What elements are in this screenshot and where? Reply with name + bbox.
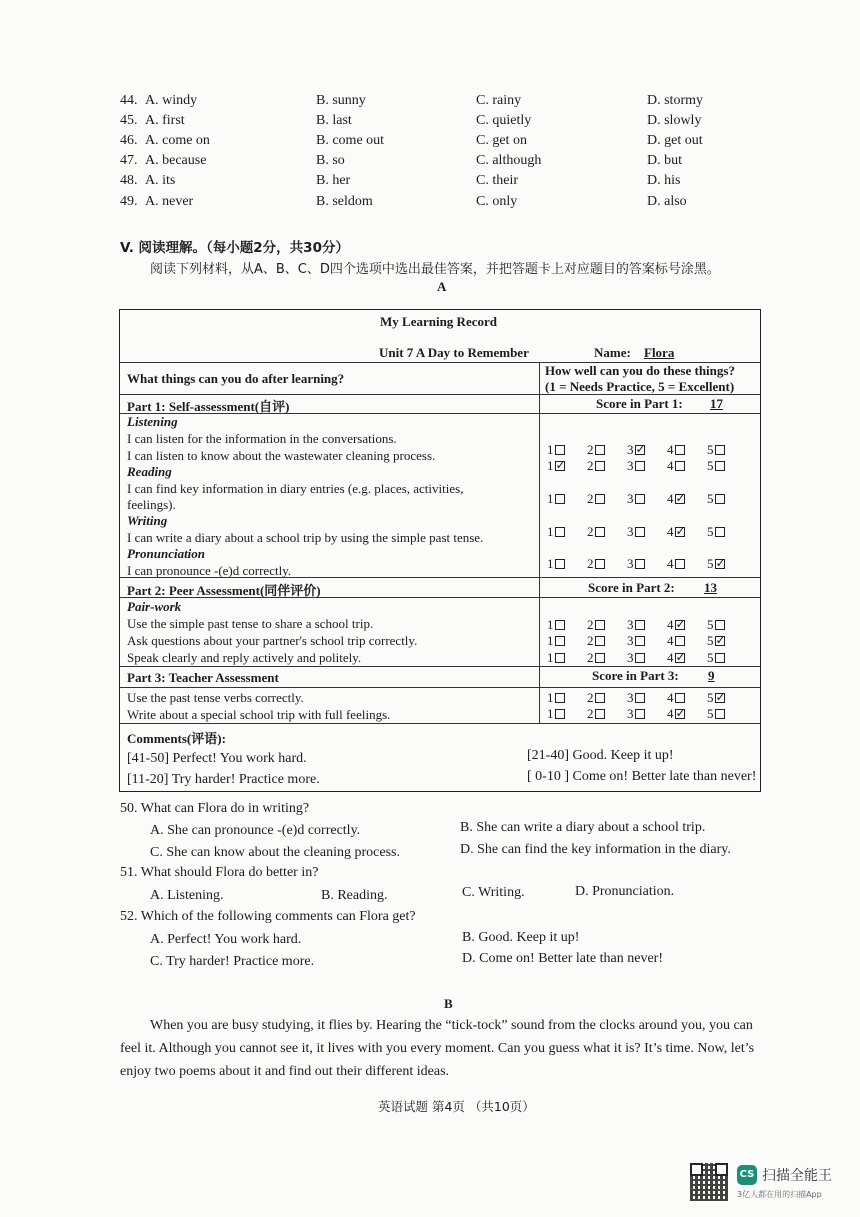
comment-range: [11-20] Try harder! Practice more. <box>127 772 320 787</box>
option-a: A. first <box>145 113 185 128</box>
rating-option: 5 <box>707 650 725 666</box>
scanner-slogan: 3亿人都在用的扫描App <box>737 1190 822 1199</box>
rating-option: 4 <box>667 556 685 572</box>
option-d: D. stormy <box>647 93 703 108</box>
option-d: D. also <box>647 194 687 209</box>
checkbox-icon <box>675 636 685 646</box>
part2-score-label: Score in Part 2: <box>588 580 675 595</box>
q51-option-b: B. Reading. <box>321 888 388 903</box>
reading-item-cont: feelings). <box>127 497 176 512</box>
checked-box-icon <box>675 709 685 719</box>
scanner-brand: 扫描全能王 <box>762 1168 832 1184</box>
passage-a-label: A <box>437 279 447 294</box>
rating-row <box>547 650 759 664</box>
option-c: C. rainy <box>476 93 522 108</box>
passage-b-line: feel it. Although you cannot see it, it lives with you every moment. Can you guess what it is? It’s time. Now, let’s <box>120 1041 755 1056</box>
checkbox-icon <box>555 445 565 455</box>
pairwork-item: Speak clearly and reply actively and politely. <box>127 650 362 665</box>
q51-option-c: C. Writing. <box>462 885 525 900</box>
question-number: 47. <box>120 153 138 168</box>
rating-option: 2 <box>587 458 605 474</box>
checkbox-icon <box>635 653 645 663</box>
checked-box-icon <box>715 693 725 703</box>
checkbox-icon <box>675 693 685 703</box>
rating-option: 2 <box>587 633 605 649</box>
option-b: B. last <box>316 113 352 128</box>
q50-option-d: D. She can find the key information in the diary. <box>460 842 731 857</box>
checkbox-icon <box>595 445 605 455</box>
q52-option-d: D. Come on! Better late than never! <box>462 951 663 966</box>
rating-option: 2 <box>587 706 605 722</box>
checked-box-icon <box>635 445 645 455</box>
record-title: My Learning Record <box>380 314 497 329</box>
checked-box-icon <box>675 620 685 630</box>
rating-option: 4✓ <box>667 650 685 666</box>
option-row <box>0 133 860 153</box>
option-row <box>0 194 860 214</box>
q50-option-b: B. She can write a diary about a school trip. <box>460 820 706 835</box>
writing-item: I can write a diary about a school trip by using the simple past tense. <box>127 530 484 545</box>
q52-option-c: C. Try harder! Practice more. <box>150 954 315 969</box>
rating-option: 4✓ <box>667 524 685 540</box>
rating-option: 5 <box>707 524 725 540</box>
section-instruction: 阅读下列材料，从A、B、C、D四个选项中选出最佳答案，并把答题卡上对应题目的答案标号涂黑。 <box>150 262 720 277</box>
rating-option: 2 <box>587 650 605 666</box>
option-b: B. her <box>316 173 351 188</box>
rating-option: 4✓ <box>667 491 685 507</box>
rating-option: 1✓ <box>547 458 565 474</box>
reading-item: I can find key information in diary entries (e.g. places, activities, <box>127 481 464 496</box>
checkbox-icon <box>675 461 685 471</box>
pairwork-item: Use the simple past tense to share a school trip. <box>127 616 374 631</box>
page-footer: 英语试题 第4页 （共10页） <box>378 1099 535 1114</box>
part2-score: 13 <box>704 580 717 595</box>
rating-option: 2 <box>587 524 605 540</box>
checkbox-icon <box>715 461 725 471</box>
option-a: A. windy <box>145 93 198 108</box>
rating-row <box>547 633 759 647</box>
scanner-watermark <box>690 1163 840 1203</box>
rating-option: 5 <box>707 617 725 633</box>
rating-option: 3 <box>627 491 645 507</box>
checkbox-icon <box>635 709 645 719</box>
question-number: 49. <box>120 194 138 209</box>
passage-b-line: enjoy two poems about it and find out their different ideas. <box>120 1064 450 1079</box>
checkbox-icon <box>635 693 645 703</box>
rating-option: 3 <box>627 556 645 572</box>
option-c: C. although <box>476 153 542 168</box>
comments-title: Comments(评语): <box>127 731 226 746</box>
rating-option: 3 <box>627 633 645 649</box>
reading-heading: Reading <box>127 464 172 479</box>
checkbox-icon <box>595 461 605 471</box>
rating-option: 1 <box>547 690 565 706</box>
checkbox-icon <box>715 709 725 719</box>
checkbox-icon <box>595 636 605 646</box>
rating-option: 1 <box>547 650 565 666</box>
option-d: D. slowly <box>647 113 702 128</box>
checkbox-icon <box>715 527 725 537</box>
checkbox-icon <box>635 494 645 504</box>
q52-option-b: B. Good. Keep it up! <box>462 930 580 945</box>
comment-range: [21-40] Good. Keep it up! <box>527 748 674 763</box>
listening-item: I can listen to know about the wastewater cleaning process. <box>127 448 436 463</box>
question-50: 50. What can Flora do in writing? <box>120 801 310 816</box>
rating-option: 3✓ <box>627 442 645 458</box>
rating-option: 1 <box>547 556 565 572</box>
checkbox-icon <box>555 636 565 646</box>
checkbox-icon <box>555 693 565 703</box>
rating-row <box>547 690 759 704</box>
rating-option: 4 <box>667 458 685 474</box>
checkbox-icon <box>715 494 725 504</box>
option-row <box>0 93 860 113</box>
rating-option: 1 <box>547 491 565 507</box>
column-header-right: How well can you do these things? <box>545 363 735 378</box>
learning-record-table <box>119 309 761 792</box>
rating-option: 5 <box>707 458 725 474</box>
checkbox-icon <box>635 461 645 471</box>
checkbox-icon <box>675 445 685 455</box>
qr-code-icon <box>690 1163 728 1201</box>
checkbox-icon <box>595 527 605 537</box>
checkbox-icon <box>595 494 605 504</box>
part1-score-label: Score in Part 1: <box>596 396 683 411</box>
teacher-item: Use the past tense verbs correctly. <box>127 690 304 705</box>
rating-option: 1 <box>547 617 565 633</box>
part3-score: 9 <box>708 668 715 683</box>
checkbox-icon <box>555 653 565 663</box>
option-row <box>0 173 860 193</box>
q50-option-a: A. She can pronounce -(e)d correctly. <box>150 823 361 838</box>
teacher-item: Write about a special school trip with full feelings. <box>127 707 391 722</box>
checked-box-icon <box>675 653 685 663</box>
option-c: C. get on <box>476 133 527 148</box>
checked-box-icon <box>715 636 725 646</box>
option-c: C. their <box>476 173 518 188</box>
checkbox-icon <box>635 636 645 646</box>
rating-option: 3 <box>627 458 645 474</box>
rating-row <box>547 706 759 720</box>
listening-heading: Listening <box>127 414 178 429</box>
option-c: C. quietly <box>476 113 532 128</box>
part3-title: Part 3: Teacher Assessment <box>127 670 279 685</box>
question-number: 44. <box>120 93 138 108</box>
checked-box-icon <box>555 461 565 471</box>
option-c: C. only <box>476 194 518 209</box>
option-a: A. because <box>145 153 207 168</box>
part1-title: Part 1: Self-assessment(自评) <box>127 399 290 414</box>
part1-score: 17 <box>710 396 723 411</box>
rating-option: 3 <box>627 706 645 722</box>
checkbox-icon <box>715 445 725 455</box>
checkbox-icon <box>635 527 645 537</box>
option-d: D. his <box>647 173 681 188</box>
q50-option-c: C. She can know about the cleaning process. <box>150 845 400 860</box>
checkbox-icon <box>715 653 725 663</box>
question-number: 48. <box>120 173 138 188</box>
comment-range: [41-50] Perfect! You work hard. <box>127 751 307 766</box>
rating-option: 4 <box>667 442 685 458</box>
checkbox-icon <box>555 709 565 719</box>
pairwork-heading: Pair-work <box>127 599 182 614</box>
q51-option-a: A. Listening. <box>150 888 224 903</box>
passage-b-label: B <box>444 996 453 1011</box>
rating-option: 1 <box>547 524 565 540</box>
rating-option: 5✓ <box>707 690 725 706</box>
option-d: D. get out <box>647 133 703 148</box>
rating-option: 1 <box>547 633 565 649</box>
checked-box-icon <box>715 559 725 569</box>
checkbox-icon <box>595 559 605 569</box>
option-b: B. so <box>316 153 345 168</box>
option-b: B. come out <box>316 133 385 148</box>
checkbox-icon <box>635 620 645 630</box>
rating-option: 4 <box>667 633 685 649</box>
rating-option: 2 <box>587 556 605 572</box>
checkbox-icon <box>555 620 565 630</box>
rating-row <box>547 617 759 631</box>
checkbox-icon <box>555 559 565 569</box>
rating-option: 1 <box>547 706 565 722</box>
camscanner-logo-icon: CS <box>737 1165 757 1185</box>
option-row <box>0 113 860 133</box>
name-label: Name: <box>594 345 631 360</box>
checkbox-icon <box>595 693 605 703</box>
checkbox-icon <box>715 620 725 630</box>
comment-range: [ 0-10 ] Come on! Better late than never! <box>527 769 757 784</box>
column-header-scale: (1 = Needs Practice, 5 = Excellent) <box>545 379 735 394</box>
question-number: 45. <box>120 113 138 128</box>
pronunciation-heading: Pronunciation <box>127 546 206 561</box>
rating-option: 3 <box>627 617 645 633</box>
checkbox-icon <box>635 559 645 569</box>
rating-option: 5✓ <box>707 633 725 649</box>
option-a: A. its <box>145 173 176 188</box>
checkbox-icon <box>595 653 605 663</box>
pairwork-item: Ask questions about your partner's school trip correctly. <box>127 633 418 648</box>
option-b: B. seldom <box>316 194 373 209</box>
checkbox-icon <box>555 494 565 504</box>
rating-option: 1 <box>547 442 565 458</box>
name-value: Flora <box>644 345 675 360</box>
rating-option: 3 <box>627 650 645 666</box>
option-row <box>0 153 860 173</box>
rating-row <box>547 491 759 505</box>
rating-option: 2 <box>587 690 605 706</box>
unit-title: Unit 7 A Day to Remember <box>379 345 529 360</box>
rating-option: 3 <box>627 690 645 706</box>
checked-box-icon <box>675 527 685 537</box>
question-52: 52. Which of the following comments can Flora get? <box>120 909 416 924</box>
rating-option: 5 <box>707 442 725 458</box>
rating-row <box>547 524 759 538</box>
writing-heading: Writing <box>127 513 168 528</box>
question-51: 51. What should Flora do better in? <box>120 865 319 880</box>
checkbox-icon <box>595 709 605 719</box>
q52-option-a: A. Perfect! You work hard. <box>150 932 302 947</box>
checkbox-icon <box>675 559 685 569</box>
pronunciation-item: I can pronounce -(e)d correctly. <box>127 563 292 578</box>
rating-row <box>547 442 759 456</box>
rating-option: 5 <box>707 491 725 507</box>
question-number: 46. <box>120 133 138 148</box>
listening-item: I can listen for the information in the conversations. <box>127 431 397 446</box>
part2-title: Part 2: Peer Assessment(同伴评价) <box>127 583 321 598</box>
rating-option: 2 <box>587 442 605 458</box>
rating-option: 4 <box>667 690 685 706</box>
rating-option: 2 <box>587 617 605 633</box>
rating-row <box>547 458 759 472</box>
passage-b-line: When you are busy studying, it flies by. Hearing the “tick-tock” sound from the clocks around you, you can <box>150 1018 753 1033</box>
section-heading: V. 阅读理解。（每小题2分，共30分） <box>120 240 349 256</box>
rating-row <box>547 556 759 570</box>
part3-score-label: Score in Part 3: <box>592 668 679 683</box>
checkbox-icon <box>555 527 565 537</box>
rating-option: 4✓ <box>667 617 685 633</box>
option-a: A. come on <box>145 133 210 148</box>
rating-option: 5 <box>707 706 725 722</box>
rating-option: 3 <box>627 524 645 540</box>
checkbox-icon <box>595 620 605 630</box>
q51-option-d: D. Pronunciation. <box>575 884 675 899</box>
option-d: D. but <box>647 153 682 168</box>
rating-option: 2 <box>587 491 605 507</box>
checked-box-icon <box>675 494 685 504</box>
rating-option: 5✓ <box>707 556 725 572</box>
option-a: A. never <box>145 194 194 209</box>
column-header-left: What things can you do after learning? <box>127 371 345 386</box>
option-b: B. sunny <box>316 93 366 108</box>
rating-option: 4✓ <box>667 706 685 722</box>
